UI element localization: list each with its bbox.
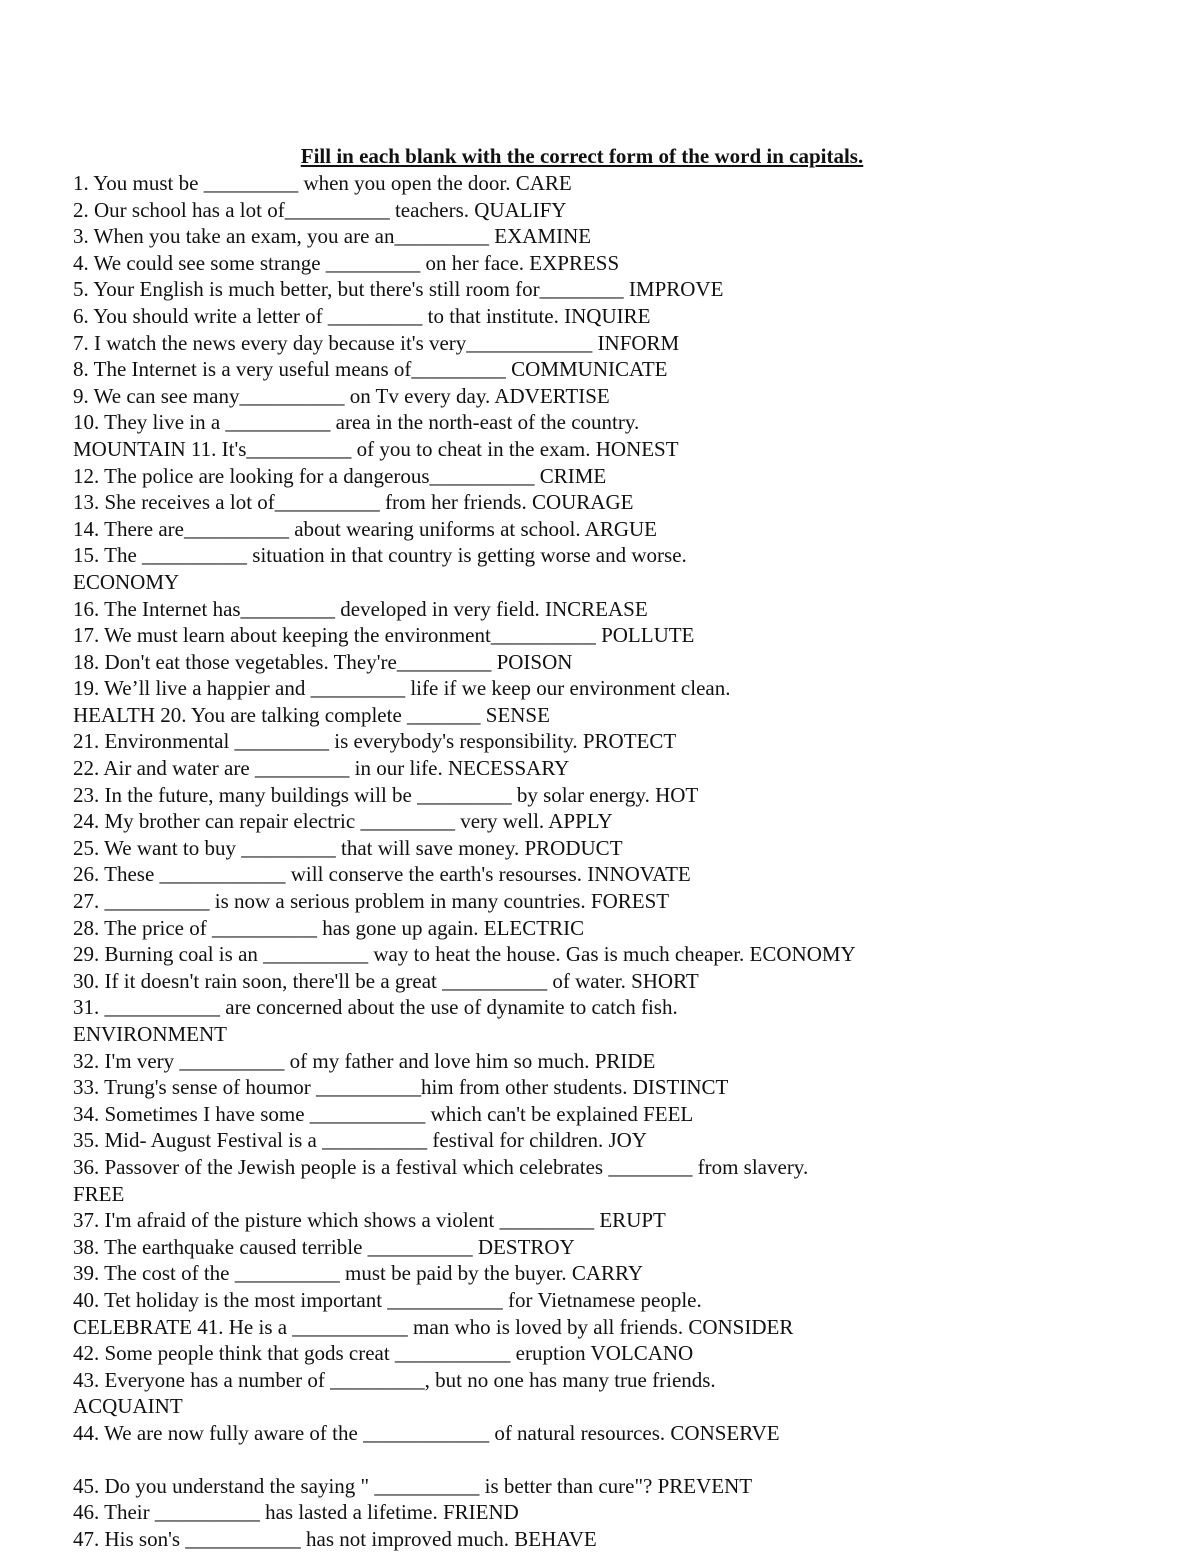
exercise-line: 42. Some people think that gods creat ___________ eruption VOLCANO [73, 1341, 694, 1366]
exercise-line: 12. The police are looking for a dangerous__________ CRIME [73, 463, 607, 488]
exercise-line: 7. I watch the news every day because it's very____________ INFORM [73, 330, 680, 355]
exercise-line: 43. Everyone has a number of _________, but no one has many true friends. [73, 1367, 716, 1392]
exercise-line [73, 1447, 1173, 1473]
exercise-line: 30. If it doesn't rain soon, there'll be a great __________ of water. SHORT [73, 968, 699, 993]
exercise-line: 38. The earthquake caused terrible __________ DESTROY [73, 1234, 575, 1259]
exercise-line: 44. We are now fully aware of the ____________ of natural resources. CONSERVE [73, 1420, 780, 1445]
exercise-line: ENVIRONMENT [73, 1022, 227, 1046]
exercise-line: 13. She receives a lot of__________ from her friends. COURAGE [73, 490, 634, 515]
exercise-line: 29. Burning coal is an __________ way to heat the house. Gas is much cheaper. ECONOMY [73, 942, 856, 967]
exercise-line: 5. Your English is much better, but there's still room for________ IMPROVE [73, 277, 724, 302]
exercise-line: 9. We can see many__________ on Tv every day. ADVERTISE [73, 383, 610, 408]
exercise-line: 3. When you take an exam, you are an_________ EXAMINE [73, 224, 592, 249]
exercise-line: ECONOMY [73, 569, 180, 594]
exercise-line: 14. There are__________ about wearing uniforms at school. ARGUE [73, 516, 657, 541]
exercise-line: ACQUAINT [73, 1394, 183, 1419]
exercise-line: 2. Our school has a lot of__________ teachers. QUALIFY [73, 197, 567, 222]
exercise-line: 32. I'm very __________ of my father and love him so much. PRIDE [73, 1048, 656, 1073]
exercise-line: 39. The cost of the __________ must be paid by the buyer. CARRY [73, 1261, 644, 1286]
exercise-line: 15. The __________ situation in that country is getting worse and worse. [73, 543, 687, 568]
exercise-line: 36. Passover of the Jewish people is a festival which celebrates ________ from slavery. [73, 1154, 809, 1179]
exercise-line: 35. Mid- August Festival is a __________ festival for children. JOY [73, 1128, 647, 1153]
exercise-line: 16. The Internet has_________ developed in very field. INCREASE [73, 596, 648, 621]
exercise-line: 17. We must learn about keeping the environment__________ POLLUTE [73, 623, 695, 648]
worksheet-title: Fill in each blank with the correct form of the word in capitals. [300, 144, 864, 168]
exercise-line: 24. My brother can repair electric _________ very well. APPLY [73, 809, 613, 834]
exercise-line: FREE [73, 1181, 125, 1206]
exercise-line: 6. You should write a letter of _________ to that institute. INQUIRE [73, 303, 651, 328]
exercise-line: 21. Environmental _________ is everybody's responsibility. PROTECT [73, 729, 677, 754]
exercise-line: 10. They live in a __________ area in the north-east of the country. [73, 410, 640, 435]
exercise-line: 4. We could see some strange _________ on her face. EXPRESS [73, 250, 620, 275]
exercise-line: 25. We want to buy _________ that will save money. PRODUCT [73, 835, 623, 860]
exercise-line: 18. Don't eat those vegetables. They're_________ POISON [73, 649, 573, 674]
exercise-line: 26. These ____________ will conserve the earth's resourses. INNOVATE [73, 862, 691, 887]
exercise-line: 37. I'm afraid of the pisture which shows a violent _________ ERUPT [73, 1208, 666, 1233]
exercise-line: 46. Their __________ has lasted a lifetime. FRIEND [73, 1500, 519, 1525]
exercise-line: 1. You must be _________ when you open the door. CARE [73, 171, 572, 195]
exercise-line: 40. Tet holiday is the most important ___________ for Vietnamese people. [73, 1287, 702, 1312]
exercise-line: 45. Do you understand the saying " __________ is better than cure"? PREVENT [73, 1473, 753, 1498]
exercise-line: 28. The price of __________ has gone up again. ELECTRIC [73, 915, 585, 940]
exercise-list [73, 170, 1173, 1552]
exercise-line: 27. __________ is now a serious problem in many countries. FOREST [73, 889, 670, 914]
exercise-line: 33. Trung's sense of houmor __________him from other students. DISTINCT [73, 1075, 729, 1100]
exercise-line: 19. We’ll live a happier and _________ life if we keep our environment clean. [73, 676, 731, 701]
exercise-line: 47. His son's ___________ has not improved much. BEHAVE [73, 1526, 597, 1551]
exercise-line: 22. Air and water are _________ in our life. NECESSARY [73, 756, 570, 781]
exercise-line: CELEBRATE 41. He is a ___________ man who is loved by all friends. CONSIDER [73, 1314, 794, 1339]
exercise-line: HEALTH 20. You are talking complete _______ SENSE [73, 702, 550, 727]
exercise-line: MOUNTAIN 11. It's__________ of you to cheat in the exam. HONEST [73, 436, 679, 461]
exercise-line: 31. ___________ are concerned about the use of dynamite to catch fish. [73, 995, 678, 1020]
exercise-line: 23. In the future, many buildings will be _________ by solar energy. HOT [73, 782, 699, 807]
exercise-line: 34. Sometimes I have some ___________ which can't be explained FEEL [73, 1101, 694, 1126]
exercise-line: 8. The Internet is a very useful means of_________ COMMUNICATE [73, 357, 668, 382]
